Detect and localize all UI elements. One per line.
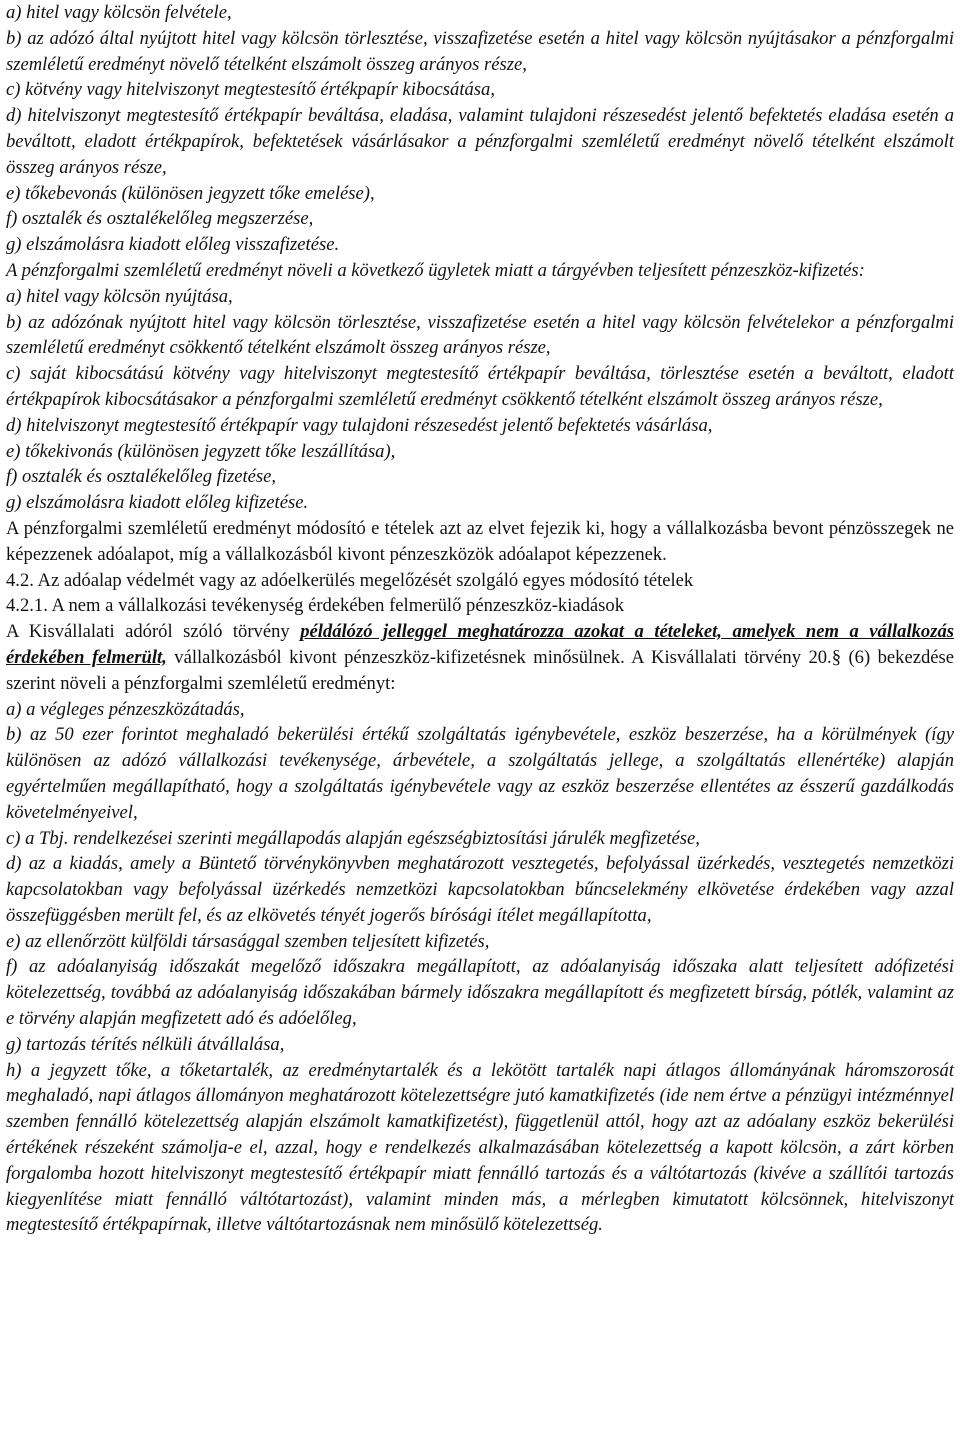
list-item: g) tartozás térítés nélküli átvállalása, — [6, 1033, 285, 1055]
kisvallalati-paragraph — [6, 619, 954, 696]
list-item: a) a végleges pénzeszközátadás, — [6, 698, 245, 720]
text-line: e) tőkebevonás (különösen jegyzett tőke emelése), — [6, 182, 375, 204]
list-item: h) a jegyzett tőke, a tőketartalék, az eredménytartalék és a lekötött tartalék napi átlagos állományának háromszorosát meghaladó, napi átlagos állományon meghatározott kötelezettségre jutó kamatkifizetés (ide nem értve a pénzügyi intézménnyel szemben fennálló kötelezettség alapján elszámolt kamatkifizetést), függetlenül attól, hogy azt az adóalany eszköz bekerülési értékének részeként számolja-e el, azzal, hogy e rendelkezés alkalmazásában kötelezettség a kapott kölcsön, a zárt körben forgalomba hozott hitelviszonyt megtestesítő értékpapír miatt fennálló tartozás és a váltótartozás (kivéve a szállítói tartozás kiegyenlítése miatt fennálló váltótartozást), valamint minden más, a mérlegben kimutatott kölcsönnek, hitelviszonyt megtestesítő értékpapírnak, illetve váltótartozásnak nem minősülő kötelezettség. — [6, 1059, 954, 1236]
paragraph: A pénzforgalmi szemléletű eredményt módosító e tételek azt az elvet fejezik ki, hogy a vállalkozásba bevont pénzösszegek ne képezzenek adóalapot, míg a vállalkozásból kivont pénzeszközök adóalapot képezzenek. — [6, 517, 954, 565]
list-item: d) az a kiadás, amely a Büntető törvénykönyvben meghatározott vesztegetés, befolyással üzérkedés, vesztegetés nemzetközi kapcsolatokban vagy befolyással üzérkedés nemzetközi kapcsolatokban bűncselekmény elkövetése érdekében vagy azzal összefüggésben merült fel, és az elkövetés tényét jogerős bírósági ítélet megállapította, — [6, 853, 954, 926]
paragraph-part: vállalkozásból kivont pénzeszköz-kifizetésnek minősülnek. A Kisvállalati törvény 20.§ (6) bekezdése szerint növeli a pénzforgalmi szemléletű eredményt: — [6, 646, 954, 694]
list-block — [6, 697, 954, 1239]
text-line: e) tőkekivonás (különösen jegyzett tőke leszállítása), — [6, 440, 396, 462]
section-heading: 4.2. Az adóalap védelmét vagy az adóelkerülés megelőzését szolgáló egyes módosító tételek — [6, 569, 694, 591]
text-line: A pénzforgalmi szemléletű eredményt növeli a következő ügyletek miatt a tárgyévben teljesített pénzeszköz-kifizetés: — [6, 259, 865, 281]
list-item: f) az adóalanyiság időszakát megelőző időszakra megállapított, az adóalanyiság időszaka alatt teljesített adófizetési kötelezettség, továbbá az adóalanyiság időszakában bármely időszakra megállapított és megfizetett bírság, pótlék, valamint az e törvény alapján megfizetett adó és adóelőleg, — [6, 956, 954, 1030]
text-line: b) az adózónak nyújtott hitel vagy kölcsön törlesztése, visszafizetése esetén a hitel vagy kölcsön felvételekor a pénzforgalmi szemléletű eredményt csökkentő tételként elszámolt összeg arányos része, — [6, 311, 954, 359]
text-line: a) hitel vagy kölcsön nyújtása, — [6, 285, 233, 307]
text-line: d) hitelviszonyt megtestesítő értékpapír beváltása, eladása, valamint tulajdoni részesedést jelentő befektetés eladása esetén a beváltott, eladott értékpapírok, befektetések vásárlásakor a pénzforgalmi szemléletű eredményt növelő tételként elszámolt összeg arányos része, — [6, 105, 954, 178]
text-line: f) osztalék és osztalékelőleg megszerzése, — [6, 208, 314, 230]
text-line: b) az adózó által nyújtott hitel vagy kölcsön törlesztése, visszafizetése esetén a hitel vagy kölcsön nyújtásakor a pénzforgalmi szemléletű eredményt növelő tételként elszámolt összeg arányos része, — [6, 27, 954, 75]
text-line: f) osztalék és osztalékelőleg fizetése, — [6, 466, 277, 488]
text-line: d) hitelviszonyt megtestesítő értékpapír vagy tulajdoni részesedést jelentő befektetés vásárlása, — [6, 414, 713, 436]
subsection-heading: 4.2.1. A nem a vállalkozási tevékenység érdekében felmerülő pénzeszköz-kiadások — [6, 595, 625, 617]
list-item: b) az 50 ezer forintot meghaladó bekerülési értékű szolgáltatás igénybevétele, eszköz beszerzése, ha a körülmények (így különösen az adózó vállalkozási tevékenysége, árbevétele, a szolgáltatás jellege, a szolgáltatás ellenértéke) alapján egyértelműen megállapítható, hogy a szolgáltatás igénybevétele vagy az eszköz beszerzése ellentétes az ésszerű gazdálkodás követelményeivel, — [6, 724, 954, 823]
text-line: c) saját kibocsátású kötvény vagy hitelviszonyt megtestesítő értékpapír beváltása, törlesztése esetén a beváltott, eladott értékpapírok kibocsátásakor a pénzforgalmi szemléletű eredményt csökkentő tételként elszámolt összeg arányos része, — [6, 363, 954, 410]
text-line: g) elszámolásra kiadott előleg kifizetése. — [6, 492, 309, 514]
text-line: c) kötvény vagy hitelviszonyt megtestesítő értékpapír kibocsátása, — [6, 79, 495, 101]
list-item: c) a Tbj. rendelkezései szerinti megállapodás alapján egészségbiztosítási járulék megfizetése, — [6, 827, 700, 849]
emphasized-text: példálózó jelleggel meghatározza azokat a tételeket, amelyek nem a vállalkozás érdekében felmerült, — [6, 621, 955, 668]
list-item: e) az ellenőrzött külföldi társasággal szemben teljesített kifizetés, — [6, 930, 490, 952]
first-text-block — [6, 0, 954, 619]
text-line: g) elszámolásra kiadott előleg visszafizetése. — [6, 234, 340, 256]
text-line: a) hitel vagy kölcsön felvétele, — [6, 2, 232, 23]
paragraph-part: A Kisvállalati adóról szóló törvény — [6, 621, 301, 643]
